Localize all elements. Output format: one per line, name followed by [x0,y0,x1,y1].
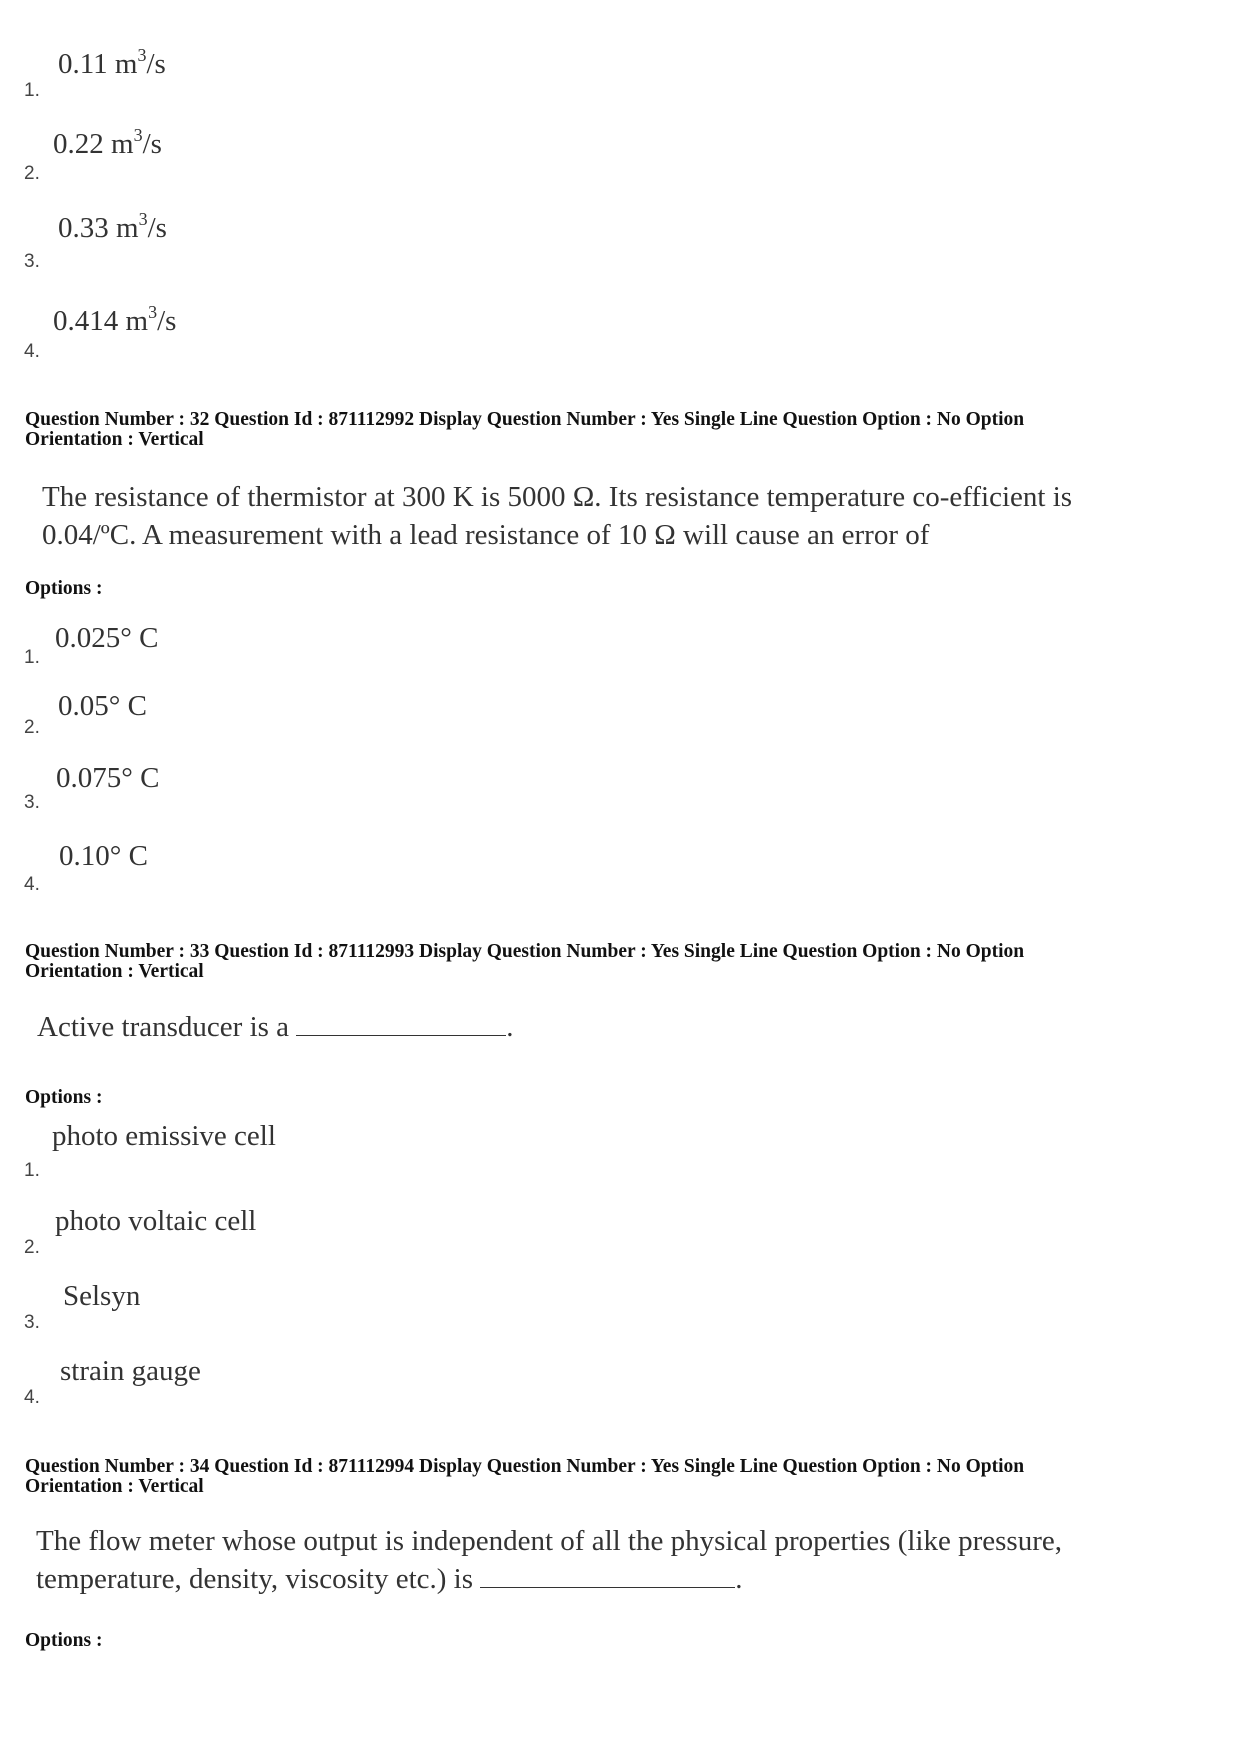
option-text: 0.025° C [55,622,159,654]
question-text-line: The resistance of thermistor at 300 K is 5000 Ω. Its resistance temperature co-efficient is [42,481,1073,513]
option-text: 0.05° C [58,690,147,722]
question-text [37,1008,514,1046]
question-text [42,478,1072,554]
option-text: photo emissive cell [52,1120,276,1152]
option-number: 4. [24,341,40,362]
question-text-line: The flow meter whose output is independent of all the physical properties (like pressure, [36,1525,1062,1557]
question-meta-line: Orientation : Vertical [25,1476,204,1497]
question-text-line: temperature, density, viscosity etc.) is . [36,1563,743,1595]
question-text-end: . [506,1011,514,1043]
question-meta [25,410,1215,450]
question-text-line: 0.04/ºC. A measurement with a lead resistance of 10 Ω will cause an error of [42,519,930,551]
option-text: Selsyn [63,1280,141,1312]
option-number: 1. [24,1160,40,1181]
option-text: 0.075° C [56,762,160,794]
question-text-line: Active transducer is a [37,1011,290,1043]
question-meta-line: Orientation : Vertical [25,429,204,450]
answer-blank [480,1561,735,1588]
option-number: 4. [24,1387,40,1408]
question-meta-line: Question Number : 33 Question Id : 871112993 Display Question Number : Yes Single Line Question Option : No Option [25,941,1025,962]
option-value: 0.414 $m^3/s$ [53,302,177,337]
question-text-end: . [735,1563,743,1595]
option-number: 4. [24,874,40,895]
question-meta-line: Question Number : 34 Question Id : 871112994 Display Question Number : Yes Single Line Question Option : No Option [25,1456,1025,1477]
answer-blank [296,1009,506,1036]
question-meta-line: Orientation : Vertical [25,961,204,982]
question-text [36,1522,1062,1598]
question-meta-line: Question Number : 32 Question Id : 871112992 Display Question Number : Yes Single Line Question Option : No Option [25,409,1025,430]
option-number: 3. [24,251,40,272]
options-label: Options : [25,1630,103,1651]
question-meta [25,1457,1215,1497]
options-label: Options : [25,1087,103,1108]
option-value: 0.11 $m^3/s$ [58,45,166,80]
option-number: 3. [24,792,40,813]
option-value: 0.22 $m^3/s$ [53,125,162,160]
options-label: Options : [25,578,103,599]
option-number: 2. [24,163,40,184]
option-value: 0.33 $m^3/s$ [58,209,167,244]
option-number: 1. [24,80,40,101]
option-number: 2. [24,717,40,738]
option-text: 0.10° C [59,840,148,872]
question-meta [25,942,1215,982]
option-text: strain gauge [60,1355,201,1387]
option-number: 2. [24,1237,40,1258]
option-number: 1. [24,647,40,668]
option-text: photo voltaic cell [55,1205,257,1237]
option-number: 3. [24,1312,40,1333]
